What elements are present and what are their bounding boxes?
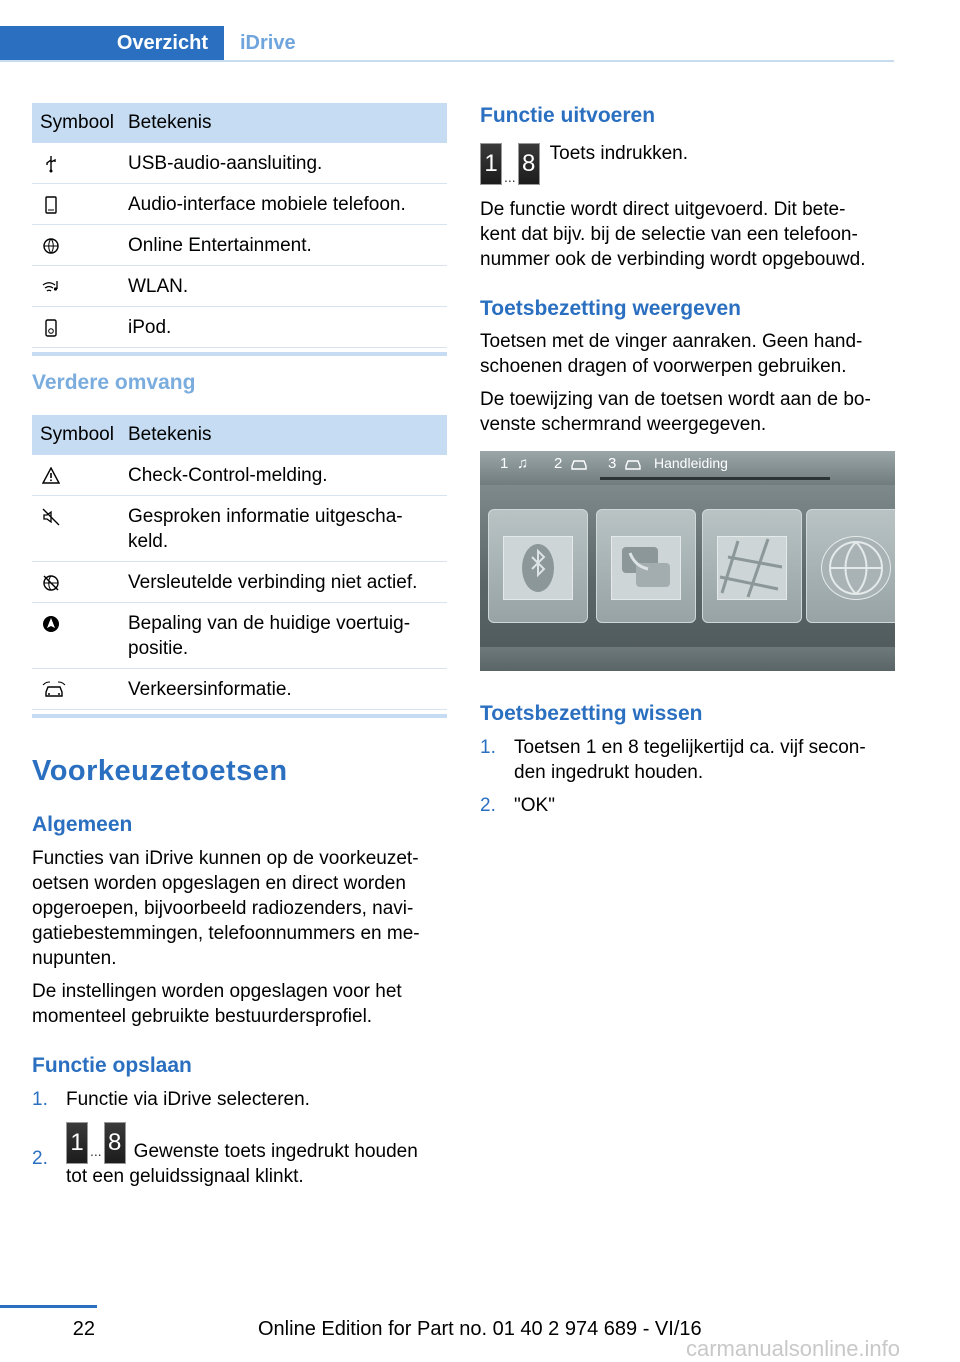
row-text: Bepaling van de huidige voertuig- positie. xyxy=(128,613,411,659)
table-row xyxy=(32,562,447,603)
paragraph-algemeen-2 xyxy=(32,979,452,1029)
row-text: WLAN. xyxy=(128,276,189,297)
text-line: De functie wordt direct uitgevoerd. Dit bete- xyxy=(480,199,846,220)
navigation-arrow-icon xyxy=(42,615,60,633)
key-dots: ... xyxy=(504,169,516,185)
key-dots: ... xyxy=(90,1143,102,1159)
text-line: venste schermrand weergegeven. xyxy=(480,414,767,435)
list-number: 2. xyxy=(32,1148,48,1169)
preset-key-1: 1 xyxy=(480,143,502,185)
table-row xyxy=(32,143,447,184)
ipod-icon xyxy=(42,319,60,337)
section-title-verdere-omvang: Verdere omvang xyxy=(32,371,196,394)
row-text-multiline xyxy=(128,611,447,661)
list-functie-opslaan xyxy=(32,1087,447,1189)
tile-bluetooth xyxy=(488,509,588,623)
table-header xyxy=(32,415,447,455)
paragraph-weergeven-2 xyxy=(480,387,900,437)
symbol-table-1 xyxy=(32,103,447,356)
car-icon xyxy=(624,458,642,470)
list-number: 2. xyxy=(480,795,496,816)
text-line: oetsen worden opgeslagen en direct worden xyxy=(32,873,406,894)
header-symbool: Symbool xyxy=(40,112,114,133)
preset-key-8: 8 xyxy=(518,143,540,185)
mobile-phone-icon xyxy=(42,196,60,214)
footer-line xyxy=(0,1305,97,1308)
text-line: gatiebestemmingen, telefoonnummers en me- xyxy=(32,923,420,944)
text-line: schoenen dragen of voorwerpen gebruiken. xyxy=(480,356,847,377)
table-row xyxy=(32,455,447,496)
page-header xyxy=(0,26,894,62)
row-text: Check-Control-melding. xyxy=(128,465,328,486)
preset-underline xyxy=(600,477,830,480)
table-row xyxy=(32,496,447,562)
subtitle-functie-opslaan: Functie opslaan xyxy=(32,1054,192,1077)
usb-icon xyxy=(42,155,60,173)
list-text: Functie via iDrive selecteren. xyxy=(66,1089,310,1110)
speech-off-icon xyxy=(42,508,60,526)
preset-label: Handleiding xyxy=(654,455,728,471)
car-icon xyxy=(570,458,588,470)
wlan-icon xyxy=(42,278,60,296)
row-text: Gesproken informatie uitgescha- keld. xyxy=(128,506,403,552)
list-text: "OK" xyxy=(514,795,555,816)
warning-triangle-icon xyxy=(42,467,60,485)
list-item xyxy=(480,735,895,785)
text-line: Toetsen met de vinger aanraken. Geen hand- xyxy=(480,331,863,352)
encryption-off-icon xyxy=(42,574,60,592)
subtitle-functie-uitvoeren: Functie uitvoeren xyxy=(480,104,656,127)
header-symbool: Symbool xyxy=(40,424,114,445)
key-instruction xyxy=(480,143,688,185)
list-item xyxy=(32,1122,447,1189)
table-row xyxy=(32,225,447,266)
symbol-table-2 xyxy=(32,415,447,718)
music-note-icon: ♫ xyxy=(517,455,529,472)
subtitle-toetsbezetting-weergeven: Toetsbezetting weergeven xyxy=(480,297,742,320)
idrive-screen-image xyxy=(480,451,895,671)
table-row xyxy=(32,669,447,710)
map-icon xyxy=(718,537,786,599)
header-betekenis: Betekenis xyxy=(128,112,212,133)
tab-overzicht[interactable]: Overzicht xyxy=(0,26,224,62)
list-number: 1. xyxy=(32,1089,48,1110)
section-title-voorkeuzetoetsen: Voorkeuzetoetsen xyxy=(32,755,288,787)
preset-keys-image xyxy=(66,1122,126,1164)
header-divider xyxy=(0,60,894,62)
tile-navigation xyxy=(702,509,802,623)
telephone-icon xyxy=(612,537,680,599)
preset-number: 1 xyxy=(500,455,509,472)
preset-keys-image xyxy=(480,143,540,185)
row-text: Versleutelde verbinding niet actief. xyxy=(128,572,418,593)
row-text: iPod. xyxy=(128,317,172,338)
text-line: Functies van iDrive kunnen op de voorkeuzet- xyxy=(32,848,419,869)
text-line: nupunten. xyxy=(32,948,117,969)
traffic-car-icon xyxy=(42,681,66,699)
edition-text: Online Edition for Part no. 01 40 2 974 689 - VI/16 xyxy=(258,1318,702,1340)
list-text: tot een geluidssignaal klinkt. xyxy=(66,1166,304,1187)
row-text: Online Entertainment. xyxy=(128,235,312,256)
text-line: De instellingen worden opgeslagen voor het xyxy=(32,981,402,1002)
table-row xyxy=(32,603,447,669)
table-row xyxy=(32,184,447,225)
header-betekenis: Betekenis xyxy=(128,424,212,445)
subtitle-toetsbezetting-wissen: Toetsbezetting wissen xyxy=(480,702,703,725)
preset-key-1: 1 xyxy=(66,1122,88,1164)
page-number: 22 xyxy=(72,1318,95,1340)
table-header xyxy=(32,103,447,143)
key-instruction-text: Toets indrukken. xyxy=(549,143,689,164)
row-text: Verkeersinformatie. xyxy=(128,679,292,700)
row-text: USB-audio-aansluiting. xyxy=(128,153,323,174)
tab-idrive[interactable]: iDrive xyxy=(240,32,296,54)
text-line: De toewijzing van de toetsen wordt aan de bo- xyxy=(480,389,871,410)
paragraph-uitvoeren xyxy=(480,197,900,272)
text-line: momenteel gebruikte bestuurdersprofiel. xyxy=(32,1006,373,1027)
list-toetsbezetting-wissen xyxy=(480,735,895,818)
list-item xyxy=(480,793,895,818)
subtitle-algemeen: Algemeen xyxy=(32,813,133,836)
table-end-bar xyxy=(32,352,447,356)
globe-icon xyxy=(822,537,890,599)
list-text: den ingedrukt houden. xyxy=(514,762,704,783)
list-item xyxy=(32,1087,447,1112)
list-text: Toetsen 1 en 8 tegelijkertijd ca. vijf secon- xyxy=(514,737,866,758)
table-row xyxy=(32,307,447,348)
watermark: carmanualsonline.info xyxy=(686,1336,901,1361)
row-text: Audio-interface mobiele telefoon. xyxy=(128,194,406,215)
table-end-bar xyxy=(32,714,447,718)
preset-number: 3 xyxy=(608,455,617,472)
preset-key-8: 8 xyxy=(104,1122,126,1164)
tile-telephone xyxy=(596,509,696,623)
table-row xyxy=(32,266,447,307)
list-number: 1. xyxy=(480,737,496,758)
text-line: kent dat bijv. bij de selectie van een telefoon- xyxy=(480,224,858,245)
tile-online xyxy=(806,509,895,623)
text-line: opgeroepen, bijvoorbeeld radiozenders, navi- xyxy=(32,898,414,919)
text-line: nummer ook de verbinding wordt opgebouwd. xyxy=(480,249,866,270)
online-entertainment-icon xyxy=(42,237,60,255)
paragraph-weergeven-1 xyxy=(480,329,900,379)
preset-bar xyxy=(480,451,895,485)
preset-number: 2 xyxy=(554,455,563,472)
list-text: Gewenste toets ingedrukt houden xyxy=(133,1141,418,1162)
tile-reflection xyxy=(480,647,895,671)
row-text-multiline xyxy=(128,504,447,554)
paragraph-algemeen-1 xyxy=(32,846,452,971)
bluetooth-icon xyxy=(504,537,572,599)
